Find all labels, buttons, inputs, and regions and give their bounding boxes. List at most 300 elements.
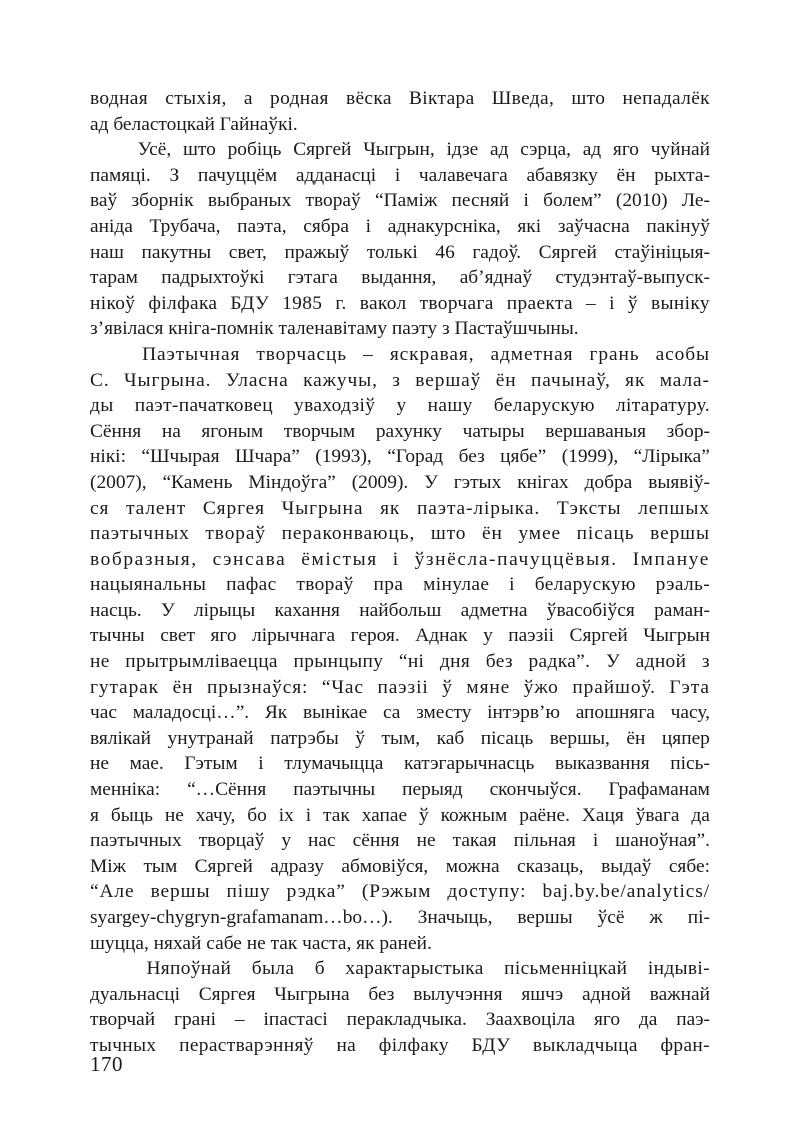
text-line bbox=[90, 291, 710, 317]
word: выдаў bbox=[601, 855, 652, 877]
word: ён bbox=[495, 369, 517, 391]
word: сёння bbox=[352, 830, 400, 852]
word: вершаў bbox=[415, 369, 482, 391]
word: да bbox=[638, 1009, 658, 1031]
word: з’явілася кніга-помнік таленавітаму паэту з Пастаўшчыны. bbox=[90, 318, 579, 340]
word: мала- bbox=[659, 369, 710, 391]
word: радка”. bbox=[528, 651, 591, 673]
word: ж bbox=[649, 907, 663, 928]
page-body-text bbox=[90, 86, 710, 1059]
word: У bbox=[424, 471, 438, 493]
word: рыхта- bbox=[654, 164, 710, 186]
text-line bbox=[90, 931, 710, 957]
word: кажучы, bbox=[303, 369, 378, 391]
word: ў bbox=[419, 804, 429, 826]
word: творцаў bbox=[198, 830, 265, 852]
word: перыяд bbox=[402, 779, 463, 801]
word: пісаць bbox=[480, 727, 534, 749]
word: пераконваюць, bbox=[281, 523, 416, 545]
word: наш bbox=[90, 241, 124, 263]
word: раман- bbox=[654, 599, 710, 621]
word: пісаць bbox=[576, 523, 635, 545]
text-line bbox=[90, 547, 710, 573]
word: добра bbox=[584, 471, 633, 493]
word: Сяргей bbox=[194, 855, 253, 877]
word: Чыгрын bbox=[643, 625, 710, 647]
word: ў bbox=[355, 727, 365, 749]
word: доступу: bbox=[447, 881, 527, 903]
word: у bbox=[281, 830, 292, 852]
word: У bbox=[605, 651, 621, 673]
word: ўжо bbox=[523, 676, 559, 698]
word: ён bbox=[626, 727, 646, 749]
word: лірыцы bbox=[194, 599, 256, 621]
text-line bbox=[90, 342, 710, 368]
word: ён bbox=[616, 164, 636, 186]
word: і bbox=[609, 292, 615, 314]
text-line bbox=[90, 675, 710, 701]
word: стаўініцыя- bbox=[614, 241, 710, 263]
word: тым bbox=[143, 855, 178, 877]
word: выкладчыца bbox=[532, 1034, 638, 1056]
word: Чыгрына bbox=[274, 983, 350, 1005]
word: у bbox=[483, 625, 493, 647]
word: робіць bbox=[227, 139, 282, 161]
word: цяпер bbox=[661, 727, 710, 749]
word: пачуццём bbox=[197, 164, 278, 186]
paragraph bbox=[90, 956, 710, 1058]
word: адметна bbox=[460, 599, 528, 621]
word: Няпоўнай bbox=[146, 958, 232, 980]
word: не bbox=[416, 830, 436, 852]
word: паэтычных bbox=[90, 523, 190, 545]
word: адной bbox=[582, 983, 631, 1005]
word: паэта-лірыка. bbox=[416, 497, 541, 519]
word: часу, bbox=[670, 702, 710, 724]
word: умее bbox=[518, 523, 561, 545]
word: ўсё bbox=[597, 907, 625, 928]
word: і bbox=[523, 190, 529, 212]
word: у bbox=[396, 395, 407, 417]
word: зборнік bbox=[131, 190, 194, 212]
word: Аднак bbox=[415, 625, 468, 647]
text-line bbox=[90, 521, 710, 547]
word: творчым bbox=[283, 420, 356, 442]
word: без bbox=[458, 446, 485, 468]
word: кожным bbox=[440, 804, 508, 826]
word: водная bbox=[90, 88, 149, 109]
word: Гэта bbox=[669, 676, 710, 698]
paragraph bbox=[90, 137, 710, 342]
word: тычны bbox=[90, 625, 145, 647]
word: і bbox=[365, 215, 372, 237]
text-line bbox=[90, 803, 710, 829]
word: прытрымліваецца bbox=[125, 651, 278, 673]
text-line bbox=[90, 828, 710, 854]
word: (2010) bbox=[615, 190, 668, 212]
word: вершаваныя bbox=[545, 420, 646, 442]
word: філфаку bbox=[378, 1034, 449, 1056]
word: б bbox=[314, 958, 325, 980]
word: syargey-chygryn-grafamanam…bo…). bbox=[90, 907, 393, 928]
word: на bbox=[336, 1034, 357, 1056]
word: адразу bbox=[270, 855, 324, 877]
word: абавязку bbox=[526, 164, 598, 186]
text-line bbox=[90, 163, 710, 189]
word: грань bbox=[589, 343, 640, 365]
word: Імпануе bbox=[632, 548, 710, 570]
word: Між bbox=[90, 855, 127, 877]
word: адной bbox=[635, 651, 687, 673]
word: ягоным bbox=[201, 420, 264, 442]
word: Чыгрына bbox=[281, 497, 364, 519]
word: – bbox=[234, 1009, 245, 1031]
word: сэнсава bbox=[212, 548, 287, 570]
word: мае. bbox=[129, 753, 164, 775]
word: вынікае bbox=[302, 702, 368, 724]
word: патрэбы bbox=[270, 727, 339, 749]
word: на bbox=[161, 420, 181, 442]
word: скончыўся. bbox=[489, 779, 582, 801]
word: Ле- bbox=[681, 190, 710, 212]
word: Значыць, bbox=[417, 907, 493, 928]
text-line bbox=[90, 777, 710, 803]
word: і bbox=[509, 574, 515, 596]
word: і bbox=[592, 830, 599, 852]
word: яскравая, bbox=[389, 343, 475, 365]
word: пражыў bbox=[284, 241, 350, 263]
page-number: 170 bbox=[90, 1052, 123, 1076]
word: інтэрв’ю bbox=[487, 702, 560, 724]
word: абмовіўся, bbox=[341, 855, 429, 877]
word: вершы bbox=[650, 523, 710, 545]
word: асобы bbox=[655, 343, 710, 365]
word: мінулае bbox=[423, 574, 490, 596]
word: з bbox=[392, 369, 401, 391]
text-line bbox=[90, 240, 710, 266]
word: сказаць, bbox=[516, 855, 584, 877]
word: Сяргея bbox=[198, 983, 256, 1005]
word: нікі: bbox=[90, 446, 126, 468]
word: ёмістыя bbox=[301, 548, 378, 570]
text-line bbox=[90, 137, 710, 163]
word: рэаль- bbox=[655, 574, 710, 596]
word: ад беластоцкай Гайнаўкі. bbox=[90, 113, 298, 135]
word: нікоў bbox=[90, 292, 136, 314]
word: яго bbox=[210, 625, 237, 647]
word: Усё, bbox=[137, 139, 172, 161]
word: ў bbox=[627, 292, 638, 314]
word: (Рэжым bbox=[361, 881, 432, 903]
word: ён bbox=[482, 523, 503, 545]
word: Чыгрына. bbox=[124, 369, 212, 391]
word: Міндоўга” bbox=[248, 471, 336, 493]
word: сэрца, bbox=[520, 139, 571, 161]
word: тым, bbox=[381, 727, 421, 749]
word: “Камень bbox=[162, 471, 233, 493]
word: насць. bbox=[90, 599, 142, 621]
word: збор- bbox=[666, 420, 710, 442]
word: без bbox=[368, 983, 395, 1005]
word: “Шчырая bbox=[141, 446, 220, 468]
text-line bbox=[90, 86, 710, 112]
word: пакінуў bbox=[646, 215, 710, 237]
word: БДУ bbox=[471, 1034, 511, 1056]
word: фран- bbox=[660, 1034, 710, 1056]
word: іпастасі bbox=[263, 1009, 328, 1031]
text-line bbox=[90, 956, 710, 982]
word: менніка: bbox=[90, 779, 161, 801]
word: і bbox=[394, 164, 401, 186]
word: твораў bbox=[205, 523, 266, 545]
word: падрыхтоўкі bbox=[161, 267, 265, 289]
word: і bbox=[392, 548, 400, 570]
word: вобразныя, bbox=[90, 548, 198, 570]
word: гэтага bbox=[287, 267, 338, 289]
word: чатыры bbox=[462, 420, 525, 442]
word: індыві- bbox=[647, 958, 710, 980]
word: Графаманам bbox=[608, 779, 710, 801]
word: – bbox=[363, 343, 374, 365]
word: зместу bbox=[416, 702, 472, 724]
word: яшчэ bbox=[521, 983, 564, 1005]
word: болем” bbox=[543, 190, 602, 212]
word: гэтых bbox=[453, 471, 502, 493]
word: шаноўная”. bbox=[615, 830, 710, 852]
text-line bbox=[90, 419, 710, 445]
word: твораў bbox=[296, 574, 354, 596]
word: тарам bbox=[90, 267, 138, 289]
word: паэтычных bbox=[90, 830, 182, 852]
word: іх bbox=[278, 804, 294, 826]
word: выдання, bbox=[361, 267, 437, 289]
word: ад bbox=[490, 139, 509, 161]
word: яго bbox=[593, 1009, 621, 1031]
word: выказвання bbox=[554, 753, 650, 775]
word: З bbox=[169, 164, 180, 186]
word: перастварэнняў bbox=[179, 1034, 314, 1056]
word: ўвага bbox=[635, 804, 680, 826]
word: катэгарычнасць bbox=[404, 753, 535, 775]
word: важнай bbox=[649, 983, 710, 1005]
word: выніку bbox=[651, 292, 710, 314]
word: быць bbox=[110, 804, 153, 826]
word: не bbox=[164, 804, 184, 826]
word: адданасці bbox=[295, 164, 377, 186]
word: рахунку bbox=[375, 420, 442, 442]
word: унутранай bbox=[167, 727, 254, 749]
word: як bbox=[380, 497, 401, 519]
word: са bbox=[382, 702, 401, 724]
word: творчай bbox=[90, 1009, 156, 1031]
word: філфака bbox=[148, 292, 218, 314]
word: нашу bbox=[427, 395, 473, 417]
word: студэнтаў-выпуск- bbox=[555, 267, 710, 289]
word: а bbox=[243, 88, 253, 109]
word: цябе” bbox=[500, 446, 547, 468]
text-line bbox=[90, 470, 710, 496]
word: песняй bbox=[451, 190, 510, 212]
word: Паэтычная bbox=[142, 343, 241, 365]
word: вылучэння bbox=[413, 983, 503, 1005]
word: і bbox=[258, 753, 264, 775]
word: шуцца, няхай сабе не так часта, як раней. bbox=[90, 932, 432, 954]
word: аб’яднаў bbox=[459, 267, 533, 289]
word: Сяргей bbox=[293, 139, 352, 161]
word: “…Сёння bbox=[187, 779, 267, 801]
word: Гэтым bbox=[184, 753, 238, 775]
word: Трубача, bbox=[149, 215, 221, 237]
word: вершы bbox=[517, 907, 573, 928]
word: ды bbox=[90, 395, 114, 417]
word: творчасць bbox=[256, 343, 348, 365]
word: Сяргей bbox=[538, 241, 597, 263]
word: пра bbox=[373, 574, 404, 596]
text-line bbox=[90, 700, 710, 726]
word: лірычнага bbox=[252, 625, 336, 647]
word: пішу bbox=[226, 881, 271, 903]
word: Сяргей bbox=[569, 625, 628, 647]
word: ўвасобіўся bbox=[546, 599, 635, 621]
text-line bbox=[90, 879, 710, 905]
word: раёне. bbox=[519, 804, 570, 826]
word: ад bbox=[582, 139, 602, 161]
word: С. bbox=[90, 369, 110, 391]
text-line bbox=[90, 188, 710, 214]
word: тлумачыцца bbox=[284, 753, 384, 775]
paragraph bbox=[90, 86, 710, 137]
word: перакладчыка. bbox=[346, 1009, 467, 1031]
word: Сёння bbox=[90, 420, 142, 442]
paragraph-indent bbox=[90, 956, 126, 982]
word: які bbox=[517, 215, 542, 237]
word: ўзнёсла-пачуццёвыя. bbox=[414, 548, 618, 570]
word: (1999), bbox=[561, 446, 619, 468]
word: што bbox=[182, 139, 216, 161]
word: БДУ bbox=[230, 292, 270, 314]
word: не bbox=[90, 651, 110, 673]
word: ся bbox=[90, 497, 110, 519]
word: што bbox=[571, 88, 606, 109]
text-line bbox=[90, 265, 710, 291]
word: Віктара bbox=[409, 88, 475, 109]
word: грані bbox=[174, 1009, 217, 1031]
word: Сяргея bbox=[202, 497, 265, 519]
word: – bbox=[586, 292, 597, 314]
word: вёска bbox=[345, 88, 392, 109]
word: чалавечага bbox=[418, 164, 508, 186]
word: дня bbox=[439, 651, 471, 673]
word: паэзіі bbox=[508, 625, 555, 647]
word: паэ- bbox=[676, 1009, 710, 1031]
word: У bbox=[160, 599, 175, 621]
word: “Час bbox=[321, 676, 364, 698]
word: ідзе bbox=[446, 139, 479, 161]
word: “Горад bbox=[387, 446, 444, 468]
text-line bbox=[90, 598, 710, 624]
word: нацыянальны bbox=[90, 574, 207, 596]
word: уваходзіў bbox=[294, 395, 376, 417]
word: час bbox=[90, 702, 117, 724]
word: я bbox=[90, 804, 99, 826]
word: Шчара” bbox=[234, 446, 300, 468]
word: як bbox=[625, 369, 646, 391]
word: найбольш bbox=[359, 599, 442, 621]
text-line bbox=[90, 726, 710, 752]
text-line bbox=[90, 316, 710, 342]
word: да bbox=[691, 804, 710, 826]
word: Чыгрын, bbox=[363, 139, 435, 161]
word: аднакурсніка, bbox=[387, 215, 501, 237]
word: толькі bbox=[366, 241, 418, 263]
word: сябе: bbox=[668, 855, 710, 877]
text-line bbox=[90, 982, 710, 1008]
word: “ні bbox=[398, 651, 425, 673]
word: ваў bbox=[90, 190, 118, 212]
text-line bbox=[90, 393, 710, 419]
word: пісьменніцкай bbox=[504, 958, 628, 980]
word: родная bbox=[270, 88, 329, 109]
word: гадоў. bbox=[472, 241, 522, 263]
word: выявіў- bbox=[648, 471, 710, 493]
text-line bbox=[90, 368, 710, 394]
text-line bbox=[90, 1007, 710, 1033]
word: героя. bbox=[350, 625, 400, 647]
word: нас bbox=[308, 830, 336, 852]
word: прайшоў. bbox=[572, 676, 656, 698]
word: яго bbox=[612, 139, 640, 161]
word: паэт-пачатковец bbox=[134, 395, 273, 417]
text-line bbox=[90, 751, 710, 777]
word: пакутны bbox=[141, 241, 212, 263]
word: стыхія, bbox=[165, 88, 227, 109]
word: прызнаўся: bbox=[206, 676, 309, 698]
word: “Паміж bbox=[374, 190, 438, 212]
text-line bbox=[90, 1033, 710, 1059]
text-line bbox=[90, 649, 710, 675]
word: што bbox=[430, 523, 467, 545]
word: пачынаў, bbox=[530, 369, 611, 391]
word: літаратуру. bbox=[615, 395, 710, 417]
word: мяне bbox=[466, 676, 511, 698]
word: маладосці…”. bbox=[132, 702, 250, 724]
word: вакол bbox=[359, 292, 407, 314]
word: паэтычны bbox=[293, 779, 376, 801]
word: бо bbox=[247, 804, 267, 826]
word: хапае bbox=[361, 804, 408, 826]
word: творчага bbox=[419, 292, 494, 314]
word: апошняга bbox=[575, 702, 655, 724]
word: baj.by.be/analytics/ bbox=[542, 881, 710, 903]
word: (2009). bbox=[351, 471, 409, 493]
word: непадалёк bbox=[622, 88, 710, 109]
word: гутарак bbox=[90, 676, 159, 698]
word: Шведа, bbox=[491, 88, 555, 109]
text-line bbox=[90, 444, 710, 470]
word: хачу, bbox=[195, 804, 236, 826]
text-line bbox=[90, 572, 710, 598]
paragraph-indent bbox=[90, 342, 126, 368]
word: заўчасна bbox=[557, 215, 630, 237]
word: лепшых bbox=[638, 497, 710, 519]
text-line bbox=[90, 854, 710, 880]
word: рэдка” bbox=[286, 881, 346, 903]
word: свет bbox=[160, 625, 195, 647]
word: паэзіі bbox=[377, 676, 429, 698]
word: пафас bbox=[226, 574, 277, 596]
word: беларускую bbox=[534, 574, 636, 596]
word: кнігах bbox=[517, 471, 569, 493]
